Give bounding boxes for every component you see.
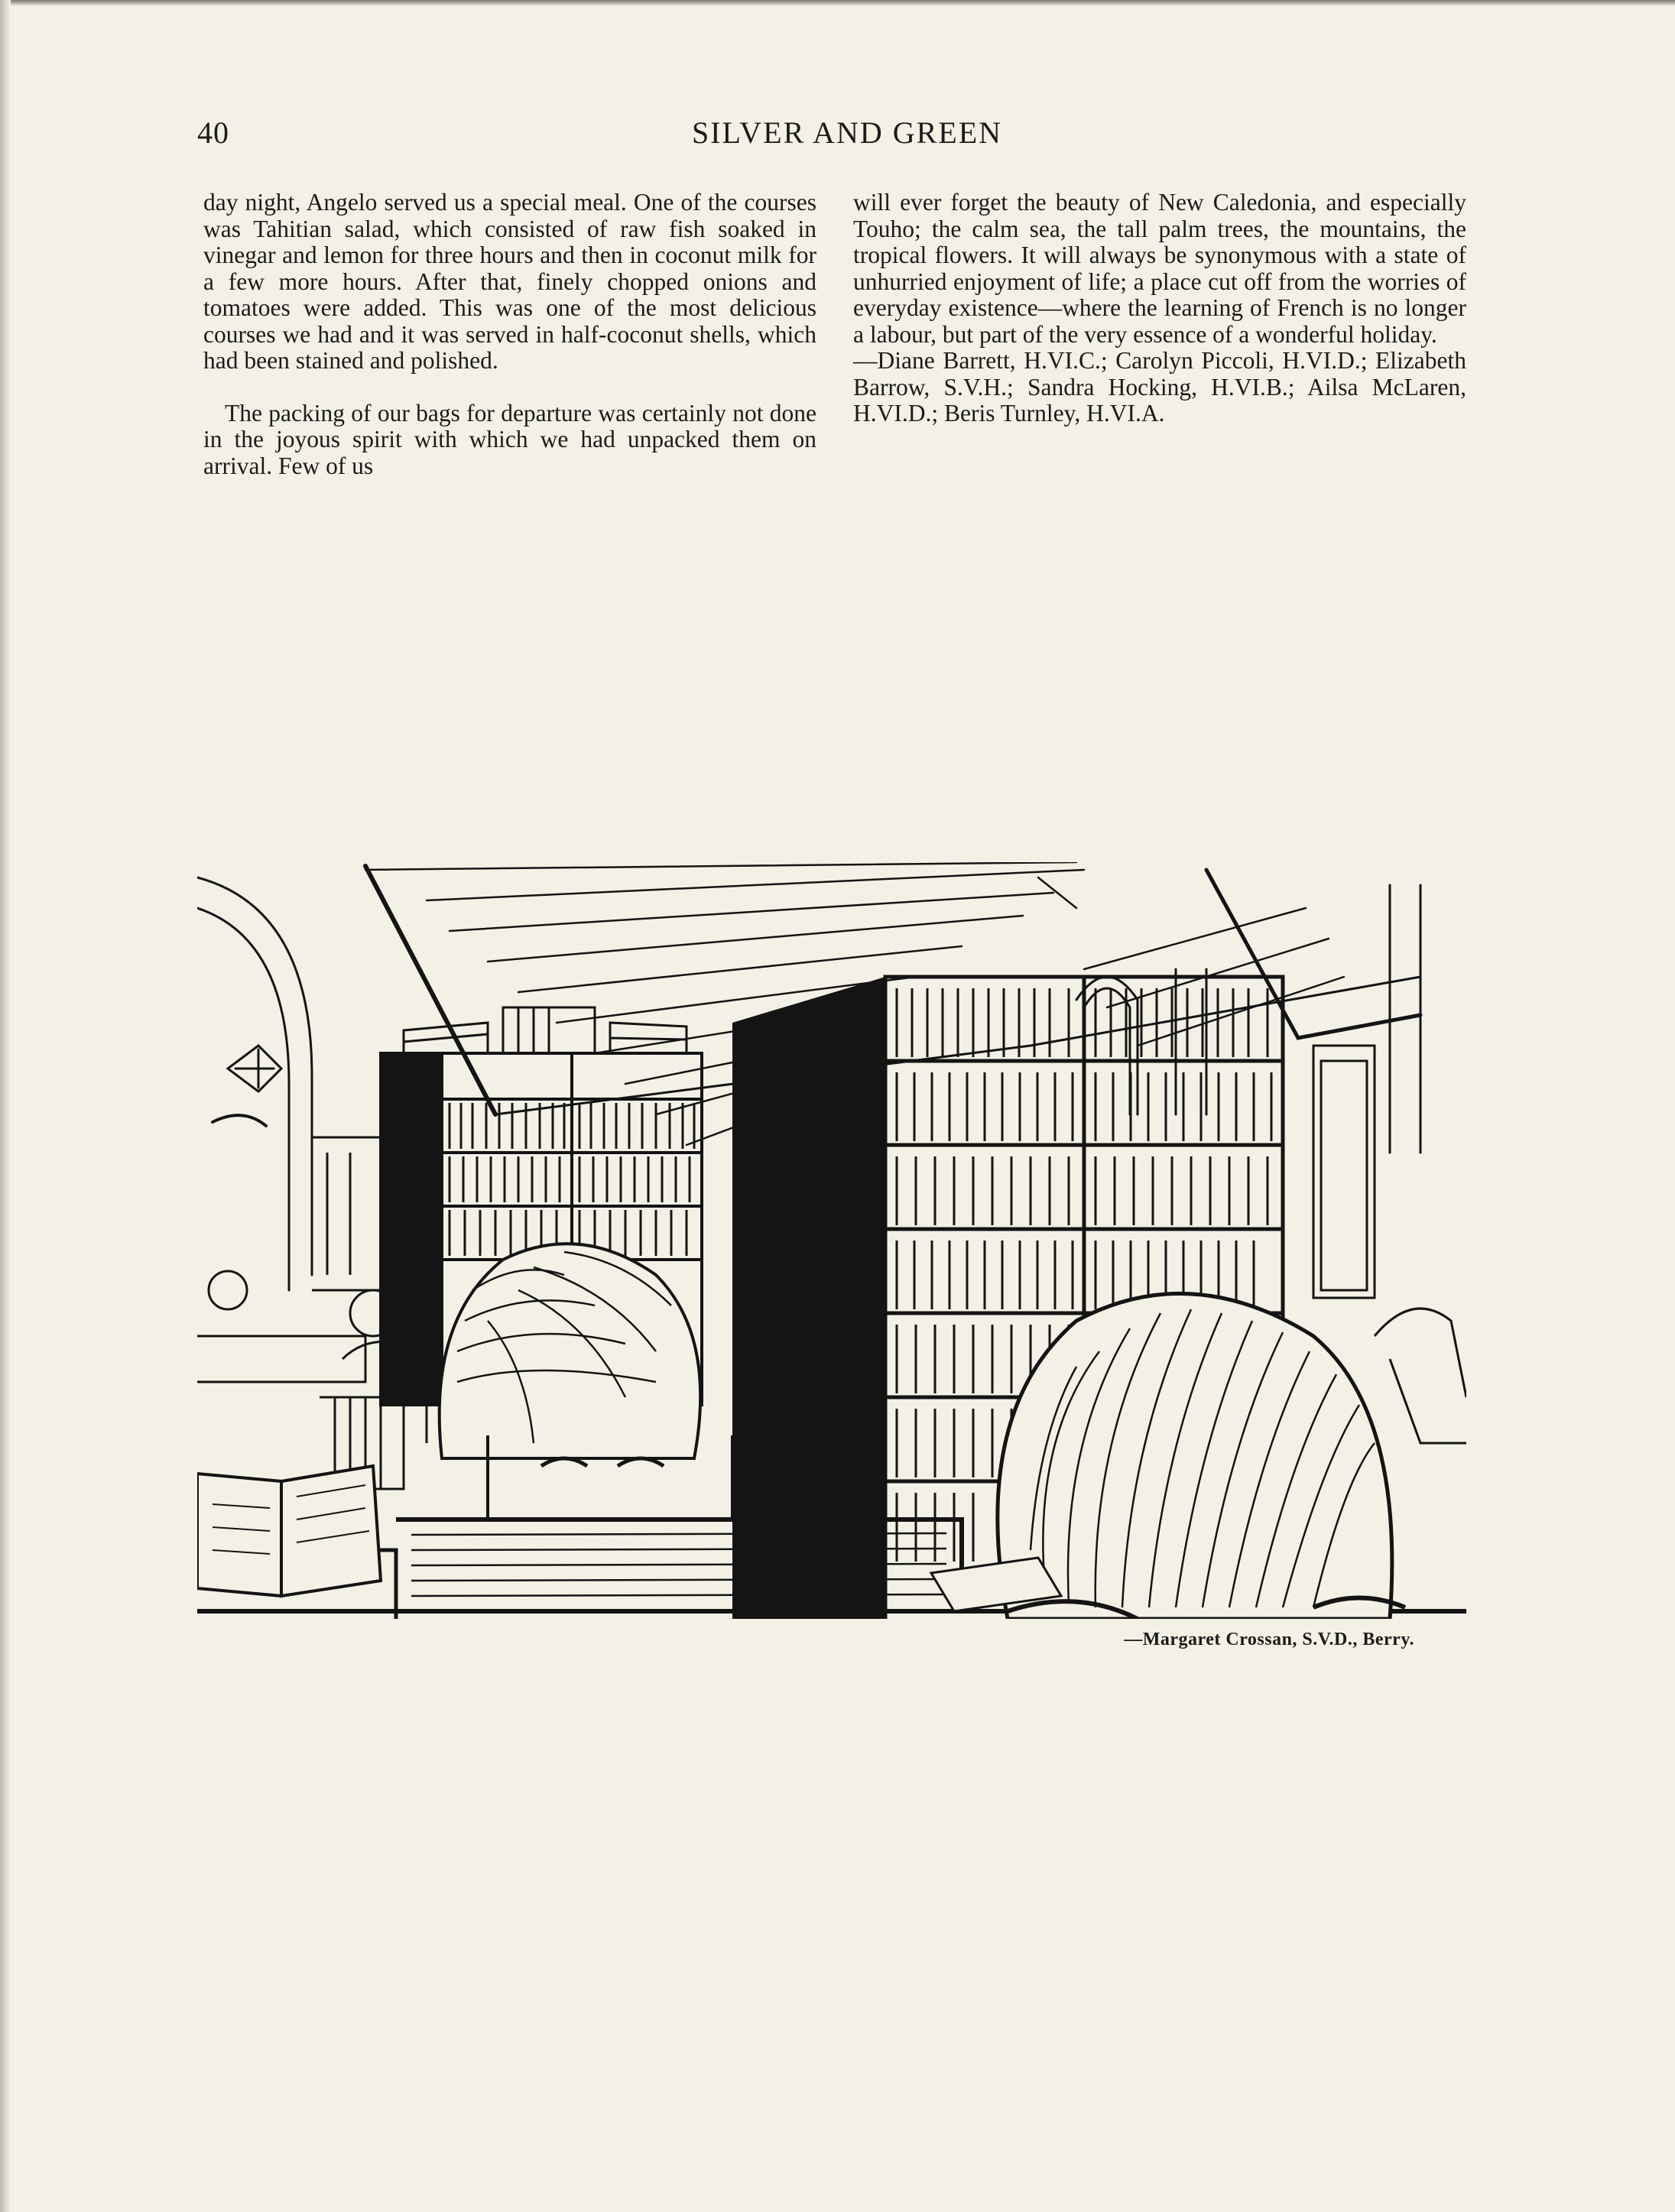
background-student-right	[1375, 1309, 1466, 1443]
page-number: 40	[197, 115, 229, 150]
open-book	[197, 1466, 381, 1596]
student-head-right	[931, 1293, 1405, 1619]
article-column-right	[853, 190, 1466, 427]
running-title: SILVER AND GREEN	[691, 115, 1003, 150]
window-arch-left	[197, 877, 312, 1290]
article-paragraph: day night, Angelo served us a special meal. One of the courses was Tahitian salad, which consisted of raw fish soaked in vinegar and lemon for three hours and then in coconut milk for a few more hours. After that, finely chopped onions and tomatoes were added. This was one of the most delicious courses we had and it was served in half-coconut shells, which had been stained and polished.	[203, 189, 816, 374]
page-top-shadow	[0, 0, 1675, 6]
article-paragraph: will ever forget the beauty of New Caledonia, and especially Touho; the calm sea, the tall palm trees, the mountains, the tropical flowers. It will always be synonymous with a state of unhurried enjoyment of life; a place cut off from the worries of everyday existence—where the learning of French is no longer a labour, but part of the very essence of a wonderful holiday.	[853, 189, 1466, 348]
illustration-caption: —Margaret Crossan, S.V.D., Berry.	[1124, 1630, 1414, 1649]
student-head-centre	[440, 1244, 732, 1520]
page-header	[197, 115, 1466, 153]
page-binding-shadow	[0, 0, 11, 2212]
article-paragraph: The packing of our bags for departure was certainly not done in the joyous spirit with which we had unpacked them on arrival. Few of us	[203, 399, 816, 479]
article-credits: —Diane Barrett, H.VI.C.; Carolyn Piccoli, H.VI.D.; Elizabeth Barrow, S.V.H.; Sandra Hocking, H.VI.B.; Ailsa McLaren, H.VI.D.; Beris Turnley, H.VI.A.	[853, 347, 1466, 427]
library-drawing	[197, 862, 1466, 1619]
library-illustration	[197, 862, 1466, 1619]
article-column-left	[203, 190, 816, 479]
